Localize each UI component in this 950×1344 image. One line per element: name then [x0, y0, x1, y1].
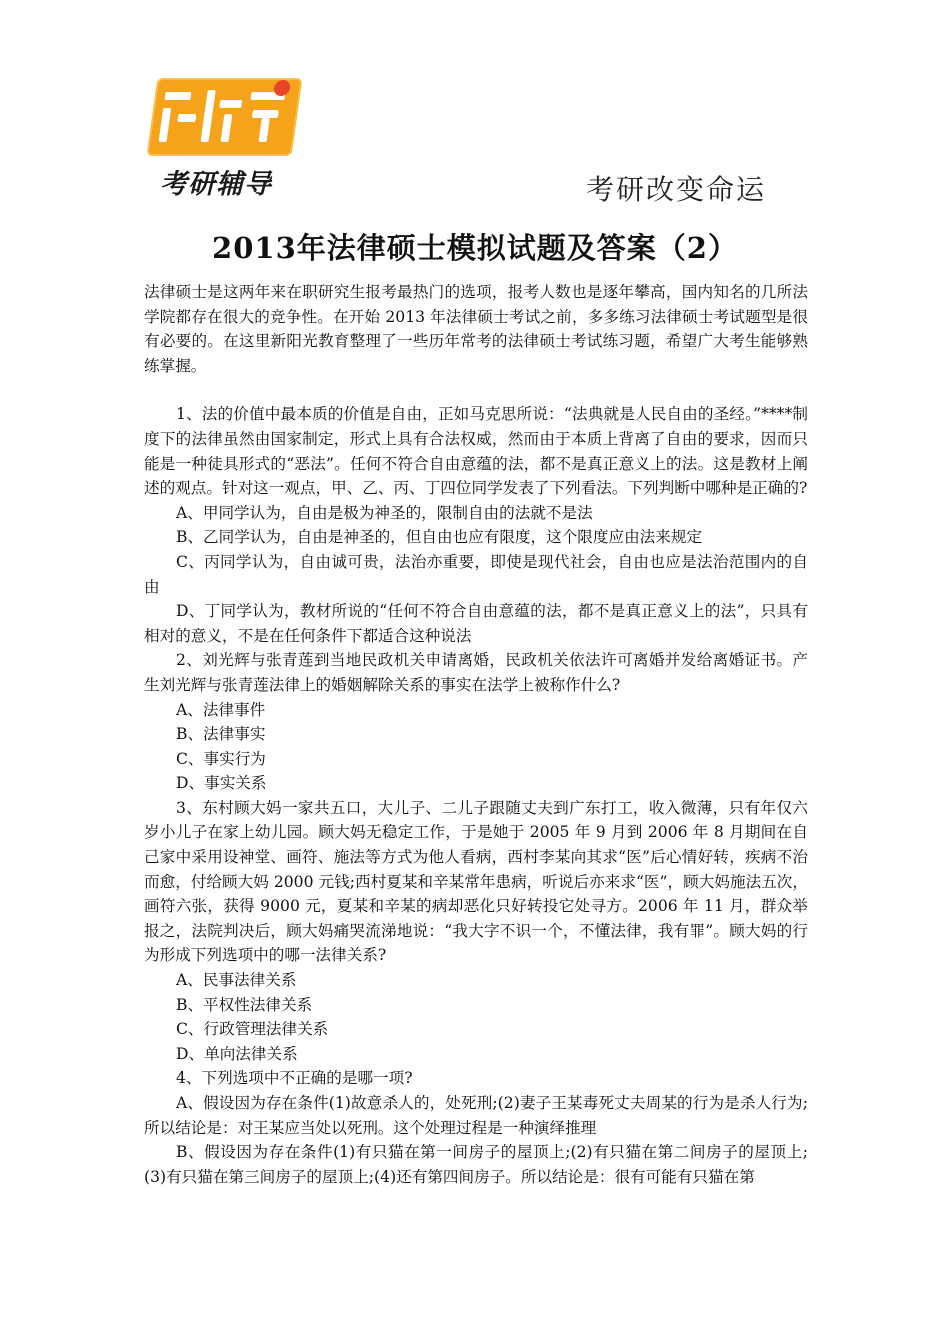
question-3-option-b: B、平权性法律关系	[176, 995, 313, 1014]
brand-logo	[152, 78, 307, 198]
logo-mark-icon	[147, 78, 303, 156]
question-2-option-b: B、法律事实	[176, 725, 266, 744]
question-2-option-a: A、法律事件	[176, 700, 266, 719]
question-3-option-c: C、行政管理法律关系	[176, 1020, 329, 1039]
question-4-option-a: A、假设因为存在条件(1)故意杀人的，处死刑;(2)妻子王某毒死丈夫周某的行为是杀人行为;所以结论是：对王某应当处以死刑。这个处理过程是一种演绎推理	[144, 1094, 808, 1137]
intro-paragraph: 法律硕士是这两年来在职研究生报考最热门的选项，报考人数也是逐年攀高，国内知名的几所法学院都存在很大的竞争性。在开始 2013 年法律硕士考试之前，多多练习法律硕士考试题型是很有必要的。在这里新阳光教育整理了一些历年常考的法律硕士考试练习题，希望广大考生能够熟练掌握。	[144, 283, 808, 375]
question-3: 3、东村顾大妈一家共五口，大儿子、二儿子跟随丈夫到广东打工，收入微薄，只有年仅六岁小儿子在家上幼儿园。顾大妈无稳定工作，于是她于 2005 年 9 月到 2006 年 8 月期间在自己家中采用设神堂、画符、施法等方式为他人看病，西村李某向其求“医”后心情好转，疾病不治而愈，付给顾大妈 2000 元钱;西村夏某和辛某常年患病，听说后亦来求“医”，顾大妈施法五次，画符六张，获得 9000 元，夏某和辛某的病却恶化只好转投它处寻方。2006 年 11 月，群众举报之，法院判决后，顾大妈痛哭流涕地说：“我大字不识一个，不懂法律，我有罪”。顾大妈的行为形成下列选项中的哪一法律关系?	[144, 798, 808, 965]
question-3-option-d: D、单向法律关系	[176, 1044, 298, 1063]
question-3-option-a: A、民事法律关系	[176, 971, 297, 990]
question-4: 4、下列选项中不正确的是哪一项?	[176, 1069, 413, 1088]
page-title: 2013年法律硕士模拟试题及答案（2）	[212, 231, 738, 265]
question-1: 1、法的价值中最本质的价值是自由，正如马克思所说：“法典就是人民自由的圣经。”****制度下的法律虽然由国家制定，形式上具有合法权威，然而由于本质上背离了自由的要求，因而只能是一种徒具形式的“恶法”。任何不符合自由意蕴的法，都不是真正意义上的法。这是教材上阐述的观点。针对这一观点，甲、乙、丙、丁四位同学发表了下列看法。下列判断中哪种是正确的?	[144, 405, 808, 498]
document-body	[144, 280, 808, 1189]
question-2: 2、刘光辉与张青莲到当地民政机关申请离婚，民政机关依法许可离婚并发给离婚证书。产生刘光辉与张青莲法律上的婚姻解除关系的事实在法学上被称作什么?	[144, 651, 808, 694]
question-4-option-b: B、假设因为存在条件(1)有只猫在第一间房子的屋顶上;(2)有只猫在第二间房子的屋顶上;(3)有只猫在第三间房子的屋顶上;(4)还有第四间房子。所以结论是：很有可能有只猫在第	[144, 1143, 808, 1186]
question-1-option-c: C、丙同学认为，自由诚可贵，法治亦重要，即使是现代社会，自由也应是法治范围内的自由	[144, 552, 808, 596]
question-1-option-d: D、丁同学认为，教材所说的“任何不符合自由意蕴的法，都不是真正意义上的法”，只具有相对的意义，不是在任何条件下都适合这种说法	[144, 602, 808, 645]
question-2-option-c: C、事实行为	[176, 749, 266, 768]
question-1-option-b: B、乙同学认为，自由是神圣的，但自由也应有限度，这个限度应由法来规定	[176, 528, 703, 547]
logo-subtitle: 考研辅导	[160, 169, 272, 200]
question-1-option-a: A、甲同学认为，自由是极为神圣的，限制自由的法就不是法	[176, 503, 593, 522]
slogan: 考研改变命运	[586, 173, 767, 206]
question-2-option-d: D、事实关系	[176, 774, 267, 793]
